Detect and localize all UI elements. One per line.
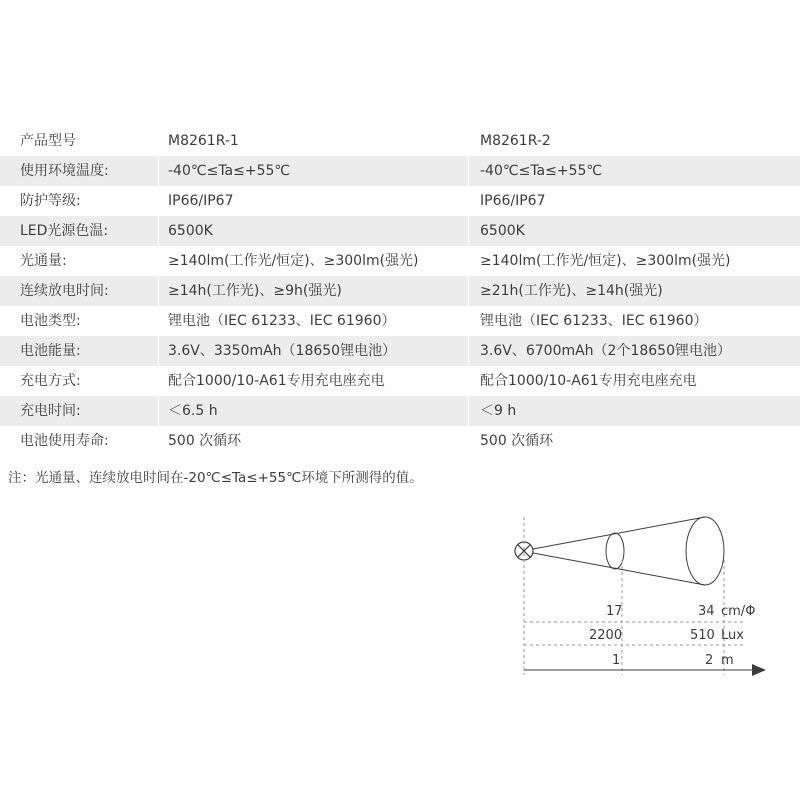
model-2-value: ≥140lm(工作光/恒定)、≥300lm(强光) — [480, 253, 731, 269]
model-1-value: 锂电池（IEC 61233、IEC 61960） — [168, 313, 396, 329]
row-label: 电池使用寿命: — [20, 433, 109, 449]
model-1-value: 配合1000/10-A61专用充电座充电 — [168, 373, 385, 389]
model-2-value: IP66/IP67 — [480, 193, 546, 209]
model-1-value: -40℃≤Ta≤+55℃ — [168, 163, 291, 179]
distance-far: 2 — [705, 653, 714, 668]
model-2-value: ＜9 h — [480, 403, 517, 419]
model-1-value: M8261R-1 — [168, 133, 239, 149]
row-label: 连续放电时间: — [20, 283, 109, 299]
distance-unit: m — [721, 653, 734, 668]
model-1-value: 3.6V、3350mAh（18650锂电池） — [168, 343, 397, 359]
model-1-value: IP66/IP67 — [168, 193, 234, 209]
model-2-value: 3.6V、6700mAh（2个18650锂电池） — [480, 343, 732, 359]
illuminance-far: 510 — [690, 628, 715, 643]
model-2-value: 配合1000/10-A61专用充电座充电 — [480, 373, 697, 389]
beam-diameter-far: 34 — [698, 604, 715, 619]
beam-section-near — [606, 533, 624, 569]
row-label: 电池类型: — [20, 313, 81, 329]
axis-arrow-icon — [752, 664, 766, 676]
beam-lower-edge — [533, 553, 705, 585]
model-1-value: 6500K — [168, 223, 213, 239]
model-1-value: ≥14h(工作光)、≥9h(强光) — [168, 283, 342, 299]
beam-diameter-unit: cm/Φ — [721, 604, 756, 619]
row-label: 防护等级: — [20, 193, 81, 209]
model-2-value: 500 次循环 — [480, 433, 554, 449]
distance-near: 1 — [612, 653, 621, 668]
row-label: 充电时间: — [20, 403, 81, 419]
row-label: 光通量: — [20, 253, 67, 269]
beam-upper-edge — [533, 517, 705, 549]
row-label: LED光源色温: — [20, 223, 109, 239]
row-label: 产品型号 — [20, 133, 76, 149]
lamp-symbol-icon — [515, 542, 533, 560]
row-label: 电池能量: — [20, 343, 81, 359]
model-2-value: 锂电池（IEC 61233、IEC 61960） — [480, 313, 708, 329]
model-2-value: M8261R-2 — [480, 133, 551, 149]
model-2-value: -40℃≤Ta≤+55℃ — [480, 163, 603, 179]
row-label: 充电方式: — [20, 373, 81, 389]
model-2-value: 6500K — [480, 223, 525, 239]
beam-section-far — [686, 517, 724, 585]
model-1-value: 500 次循环 — [168, 433, 242, 449]
illuminance-near: 2200 — [589, 628, 623, 643]
beam-diameter-near: 17 — [606, 604, 623, 619]
model-1-value: ＜6.5 h — [168, 403, 218, 419]
model-2-value: ≥21h(工作光)、≥14h(强光) — [480, 283, 663, 299]
illuminance-unit: Lux — [721, 628, 744, 643]
row-label: 使用环境温度: — [20, 163, 109, 179]
footnote: 注：光通量、连续放电时间在-20℃≤Ta≤+55℃环境下所测得的值。 — [8, 470, 423, 486]
model-1-value: ≥140lm(工作光/恒定)、≥300lm(强光) — [168, 253, 419, 269]
